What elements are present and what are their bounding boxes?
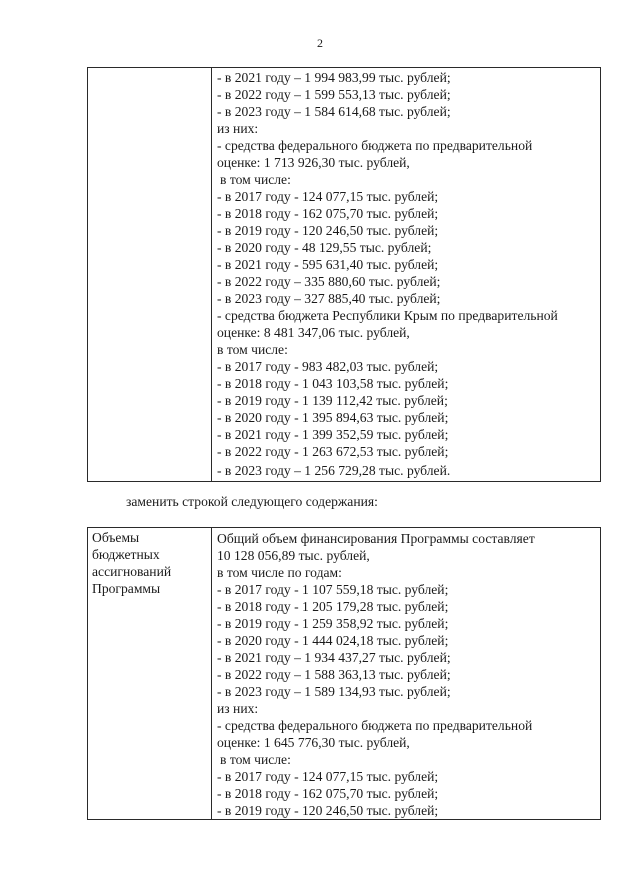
text-line: - в 2018 году - 1 043 103,58 тыс. рублей; <box>217 376 449 391</box>
text-line: - в 2018 году - 162 075,70 тыс. рублей; <box>217 786 439 801</box>
text-line: - средства бюджета Республики Крым по предварительной <box>217 308 558 323</box>
text-line: - в 2019 году - 1 139 112,42 тыс. рублей; <box>217 393 448 408</box>
text-line: оценке: 1 713 926,30 тыс. рублей, <box>217 155 410 170</box>
text-line: оценке: 8 481 347,06 тыс. рублей, <box>217 325 410 340</box>
text-line: - в 2018 году - 162 075,70 тыс. рублей; <box>217 206 439 221</box>
text-line: - в 2022 году – 1 599 553,13 тыс. рублей; <box>217 87 451 102</box>
replace-instruction: заменить строкой следующего содержания: <box>126 494 378 509</box>
text-line: Программы <box>92 581 161 596</box>
text-line: оценке: 1 645 776,30 тыс. рублей, <box>217 735 410 750</box>
text-line: - в 2019 году - 120 246,50 тыс. рублей; <box>217 223 439 238</box>
text-line: в том числе по годам: <box>217 565 342 580</box>
row-label <box>88 528 211 597</box>
text-line: - средства федерального бюджета по предварительной <box>217 138 533 153</box>
text-line: - в 2022 году – 1 588 363,13 тыс. рублей; <box>217 667 451 682</box>
content-lines <box>212 68 600 481</box>
table-row <box>88 528 601 820</box>
text-line: - в 2020 году - 48 129,55 тыс. рублей; <box>217 240 432 255</box>
text-line: - в 2019 году - 120 246,50 тыс. рублей; <box>217 803 439 818</box>
text-line: - в 2023 году – 1 584 614,68 тыс. рублей; <box>217 104 451 119</box>
content-cell <box>212 528 601 820</box>
text-line: - в 2023 году – 1 589 134,93 тыс. рублей; <box>217 684 451 699</box>
text-line: - в 2021 году – 1 934 437,27 тыс. рублей; <box>217 650 451 665</box>
text-line: из них: <box>217 701 259 716</box>
text-line: - в 2017 году - 124 077,15 тыс. рублей; <box>217 769 439 784</box>
text-line: - средства федерального бюджета по предварительной <box>217 718 533 733</box>
text-line: Объемы <box>92 530 140 545</box>
page-number: 2 <box>317 36 323 50</box>
text-line: - в 2023 году – 1 256 729,28 тыс. рублей. <box>217 463 451 478</box>
text-line: в том числе: <box>220 752 291 767</box>
text-line: - в 2022 году – 335 880,60 тыс. рублей; <box>217 274 441 289</box>
financing-table-old <box>87 67 601 482</box>
text-line: - в 2017 году - 124 077,15 тыс. рублей; <box>217 189 439 204</box>
text-line: - в 2019 году - 1 259 358,92 тыс. рублей; <box>217 616 449 631</box>
text-line: из них: <box>217 121 259 136</box>
table-row <box>88 68 601 482</box>
financing-table-new <box>87 527 601 820</box>
text-line: - в 2021 году - 1 399 352,59 тыс. рублей; <box>217 427 449 442</box>
text-line: в том числе: <box>220 172 291 187</box>
text-line: - в 2017 году - 1 107 559,18 тыс. рублей; <box>217 582 449 597</box>
text-line: бюджетных <box>92 547 160 562</box>
label-cell-empty <box>88 68 212 482</box>
text-line: - в 2020 году - 1 395 894,63 тыс. рублей; <box>217 410 449 425</box>
text-line: - в 2020 году - 1 444 024,18 тыс. рублей; <box>217 633 449 648</box>
text-line: - в 2021 году - 595 631,40 тыс. рублей; <box>217 257 439 272</box>
label-cell <box>88 528 212 820</box>
text-line: 10 128 056,89 тыс. рублей, <box>217 548 370 563</box>
content-cell <box>212 68 601 482</box>
text-line: - в 2018 году - 1 205 179,28 тыс. рублей; <box>217 599 449 614</box>
text-line: - в 2022 году - 1 263 672,53 тыс. рублей; <box>217 444 449 459</box>
text-line: в том числе: <box>217 342 288 357</box>
text-line: - в 2023 году – 327 885,40 тыс. рублей; <box>217 291 441 306</box>
text-line: Общий объем финансирования Программы составляет <box>217 531 535 546</box>
text-line: - в 2021 году – 1 994 983,99 тыс. рублей; <box>217 70 451 85</box>
text-line: ассигнований <box>92 564 172 579</box>
text-line: - в 2017 году - 983 482,03 тыс. рублей; <box>217 359 439 374</box>
content-lines <box>212 528 600 819</box>
